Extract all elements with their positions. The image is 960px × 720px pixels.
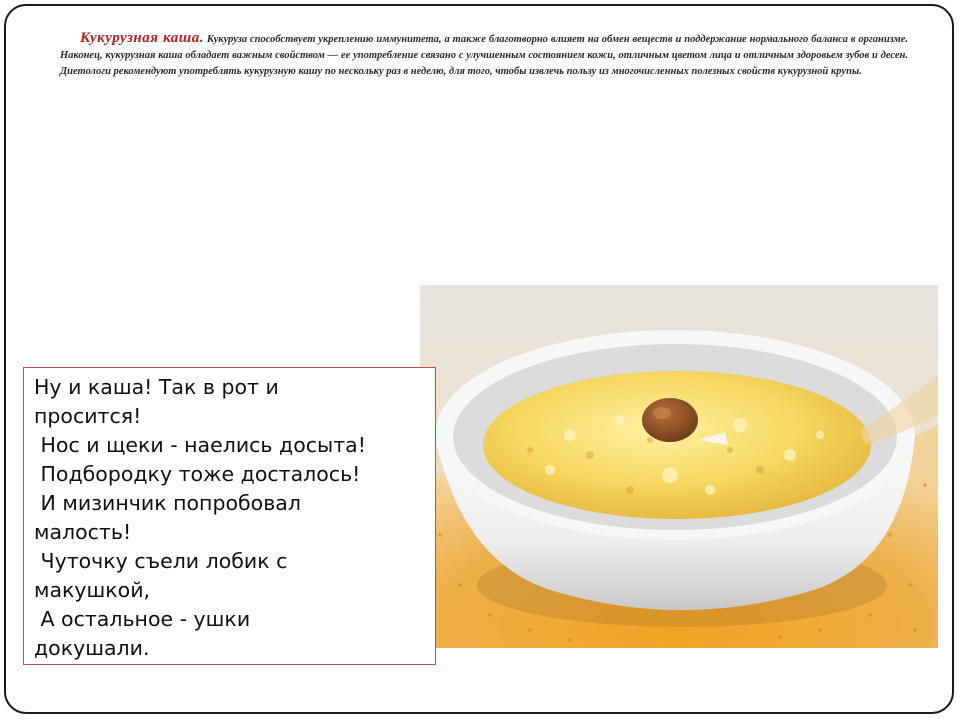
poem-line: Ну и каша! Так в рот и bbox=[34, 375, 279, 399]
poem-box bbox=[23, 367, 436, 665]
intro-heading: Кукурузная каша. bbox=[80, 30, 204, 46]
poem-line: Чуточку съели лобик с bbox=[34, 549, 288, 573]
poem-line: И мизинчик попробовал bbox=[34, 491, 301, 515]
porridge-photo bbox=[420, 285, 938, 648]
poem-line: малость! bbox=[34, 520, 132, 544]
poem-line: докушали. bbox=[34, 636, 150, 660]
poem-line: Нос и щеки - наелись досыта! bbox=[34, 433, 366, 457]
poem-line: А остальное - ушки bbox=[34, 607, 251, 631]
poem-line: просится! bbox=[34, 404, 142, 428]
poem-line: макушкой, bbox=[34, 578, 151, 602]
intro-body: Кукуруза способствует укреплению иммунитета, а также благотворно влияет на обмен веществ и поддержание нормального баланса в организме. Наконец, кукурузная каша обладает важным свойством — ее употребление связано с улучшенным состоянием кожи, отличным цветом лица и отличным здоровьем зубов и десен. Диетологи рекомендуют употреблять кукурузную кашу по нескольку раз в неделю, для того, чтобы извлечь пользу из многочисленных полезных свойств кукурузной крупы. bbox=[60, 34, 909, 77]
poem-line: Подбородку тоже досталось! bbox=[34, 462, 361, 486]
intro-paragraph bbox=[60, 30, 908, 80]
